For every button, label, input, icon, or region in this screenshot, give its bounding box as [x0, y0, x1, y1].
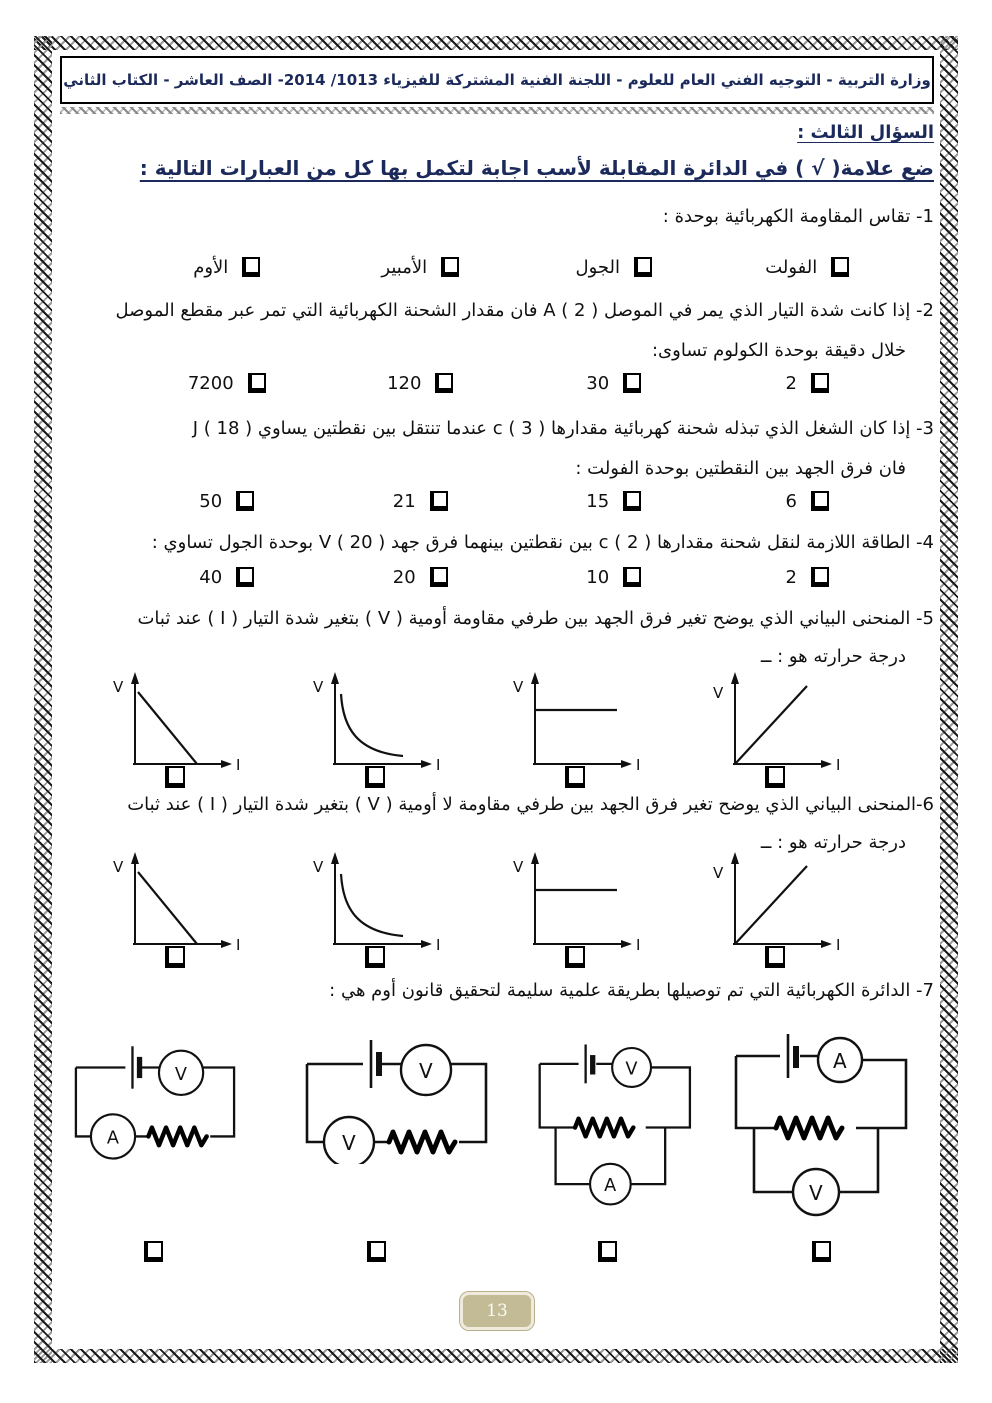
meter-label: V — [174, 1064, 187, 1085]
option-checkbox[interactable] — [236, 567, 254, 587]
i-axis-label: I — [836, 756, 841, 774]
answer-option — [711, 257, 905, 278]
answer-option — [324, 257, 518, 278]
answer-option — [711, 373, 905, 394]
option-label: 15 — [586, 490, 610, 512]
graph-option-horizontal-line — [505, 850, 645, 972]
graph-checkbox[interactable] — [165, 766, 185, 788]
option-label: 10 — [586, 566, 610, 588]
option-label: 6 — [785, 490, 797, 512]
answer-option — [130, 491, 324, 512]
vi-graph-rising-line — [705, 850, 845, 958]
i-axis-label: I — [436, 756, 441, 774]
answer-option — [517, 373, 711, 394]
option-checkbox[interactable] — [248, 373, 266, 393]
v-axis-label: V — [313, 858, 324, 876]
i-axis-label: I — [436, 936, 441, 954]
circuit-checkbox[interactable] — [812, 1241, 831, 1262]
exam-header — [60, 56, 934, 104]
meter-label: V — [808, 1181, 823, 1205]
circuit-diagram — [716, 1024, 931, 1224]
section-instruction: ضع علامة( √ ) في الدائرة المقابلة لأسب اجابة لتكمل بها كل من العبارات التالية : — [139, 156, 934, 180]
answer-option — [711, 491, 905, 512]
answer-option — [711, 567, 905, 588]
option-label: 2 — [785, 372, 797, 394]
page-number-badge — [460, 1292, 534, 1330]
i-axis-label: I — [836, 936, 841, 954]
question-7-circuit-options — [60, 1024, 934, 1224]
header-divider-strip — [60, 107, 934, 114]
circuit-option-checkboxes — [60, 1240, 934, 1262]
option-checkbox[interactable] — [242, 257, 260, 277]
graph-checkbox[interactable] — [365, 946, 385, 968]
graph-checkbox[interactable] — [565, 766, 585, 788]
option-checkbox[interactable] — [430, 491, 448, 511]
answer-option — [130, 567, 324, 588]
option-checkbox[interactable] — [430, 567, 448, 587]
vi-graph-horizontal-line — [505, 850, 645, 958]
meter-label: A — [832, 1049, 847, 1073]
question-2-text: 2- إذا كانت شدة التيار الذي يمر في الموصل A ( 2 ) فان مقدار الشحنة الكهربائية التي تمر عبر مقطع الموصل — [115, 300, 934, 321]
meter-label: A — [106, 1128, 119, 1149]
v-axis-label: V — [713, 684, 724, 702]
vi-graph-decaying-curve — [305, 850, 445, 958]
question-3-options — [60, 488, 934, 514]
page-number: 13 — [486, 1301, 508, 1321]
answer-option — [517, 567, 711, 588]
option-label: الأوم — [193, 256, 229, 278]
option-checkbox[interactable] — [623, 567, 641, 587]
circuit-option-v-series-a-parallel — [522, 1024, 712, 1224]
meter-label: A — [604, 1176, 617, 1197]
v-axis-label: V — [113, 678, 124, 696]
question-5-graph-options — [105, 670, 934, 792]
graph-option-horizontal-line — [505, 670, 645, 792]
option-label: 30 — [586, 372, 610, 394]
vi-graph-decaying-curve — [305, 670, 445, 778]
graph-option-decaying-curve — [305, 850, 445, 972]
circuit-diagram — [289, 1024, 504, 1164]
v-axis-label: V — [513, 678, 524, 696]
meter-label: V — [341, 1131, 356, 1155]
answer-option — [324, 491, 518, 512]
circuit-option-a-series-v-parallel — [712, 1024, 934, 1224]
question-3-text-continued: فان فرق الجهد بين النقطتين بوحدة الفولت : — [575, 458, 906, 479]
option-checkbox[interactable] — [623, 491, 641, 511]
v-axis-label: V — [113, 858, 124, 876]
i-axis-label: I — [236, 936, 241, 954]
answer-option — [517, 257, 711, 278]
question-6-graph-options — [105, 850, 934, 972]
graph-checkbox[interactable] — [365, 766, 385, 788]
circuit-option-series-v-a — [60, 1024, 250, 1164]
option-label: 7200 — [187, 372, 234, 394]
i-axis-label: I — [236, 756, 241, 774]
zigzag-border-left — [34, 36, 52, 1363]
circuit-checkbox[interactable] — [144, 1241, 163, 1262]
question-6-text: 6-المنحنى البياني الذي يوضح تغير فرق الجهد بين طرفي مقاومة لا أومية ( V ) بتغير شدة التيار ( I ) عند ثبات — [127, 794, 934, 815]
graph-checkbox[interactable] — [565, 946, 585, 968]
answer-option — [130, 373, 324, 394]
option-label: 40 — [199, 566, 223, 588]
option-label: الفولت — [765, 256, 818, 278]
question-7-text: 7- الدائرة الكهربائية التي تم توصيلها بطريقة علمية سليمة لتحقيق قانون أوم هي : — [329, 980, 934, 1001]
graph-option-declining-line — [105, 670, 245, 792]
question-5-text: 5- المنحنى البياني الذي يوضح تغير فرق الجهد بين طرفي مقاومة أومية ( V ) بتغير شدة التيار ( I ) عند ثبات — [137, 608, 934, 629]
option-label: 20 — [392, 566, 416, 588]
zigzag-border-right — [940, 36, 958, 1363]
v-axis-label: V — [713, 864, 724, 882]
option-checkbox[interactable] — [236, 491, 254, 511]
question-1-options — [60, 254, 934, 280]
graph-option-declining-line — [105, 850, 245, 972]
v-axis-label: V — [313, 678, 324, 696]
circuit-diagram — [60, 1024, 250, 1164]
vi-graph-declining-line — [105, 850, 245, 958]
option-label: الجول — [575, 256, 620, 278]
vi-graph-horizontal-line — [505, 670, 645, 778]
question-6-text-continued: درجة حرارته هو : ــ — [760, 832, 906, 853]
answer-option — [130, 257, 324, 278]
question-1-text: 1- تقاس المقاومة الكهربائية بوحدة : — [662, 206, 934, 227]
graph-option-rising-line — [705, 670, 845, 792]
option-checkbox[interactable] — [831, 257, 849, 277]
circuit-checkbox[interactable] — [598, 1241, 617, 1262]
graph-option-decaying-curve — [305, 670, 445, 792]
question-5-text-continued: درجة حرارته هو : ــ — [760, 646, 906, 667]
option-label: 120 — [387, 372, 422, 394]
circuit-option-series-v-v — [285, 1024, 507, 1164]
exam-header-text: وزارة التربية - التوجيه الفني العام للعلوم - اللجنة الفنية المشتركة للفيزياء 1013/ 2014- الصف العاشر - الكتاب الثاني — [63, 71, 931, 89]
zigzag-border-bottom — [34, 1349, 958, 1363]
option-label: 50 — [199, 490, 223, 512]
question-2-text-continued: خلال دقيقة بوحدة الكولوم تساوى: — [651, 340, 906, 361]
option-checkbox[interactable] — [811, 567, 829, 587]
circuit-checkbox[interactable] — [367, 1241, 386, 1262]
option-checkbox[interactable] — [435, 373, 453, 393]
zigzag-border-top — [34, 36, 958, 50]
question-3-text: 3- إذا كان الشغل الذي تبذله شحنة كهربائية مقدارها c ( 3 ) عندما تنتقل بين نقطتين يساوي J ( 18 ) — [192, 418, 934, 439]
graph-checkbox[interactable] — [165, 946, 185, 968]
circuit-diagram — [522, 1024, 712, 1224]
answer-option — [324, 567, 518, 588]
option-checkbox[interactable] — [623, 373, 641, 393]
section-title: السؤال الثالث : — [797, 122, 934, 143]
option-checkbox[interactable] — [441, 257, 459, 277]
question-2-options — [60, 370, 934, 396]
v-axis-label: V — [513, 858, 524, 876]
graph-option-rising-line — [705, 850, 845, 972]
answer-option — [517, 491, 711, 512]
graph-checkbox[interactable] — [765, 946, 785, 968]
meter-label: V — [418, 1059, 433, 1083]
meter-label: V — [625, 1059, 638, 1080]
option-checkbox[interactable] — [634, 257, 652, 277]
vi-graph-declining-line — [105, 670, 245, 778]
i-axis-label: I — [636, 756, 641, 774]
answer-option — [324, 373, 518, 394]
question-4-options — [60, 564, 934, 590]
option-label: 2 — [785, 566, 797, 588]
option-checkbox[interactable] — [811, 373, 829, 393]
graph-checkbox[interactable] — [765, 766, 785, 788]
option-label: 21 — [392, 490, 416, 512]
vi-graph-rising-line — [705, 670, 845, 778]
option-label: الأمبير — [381, 256, 428, 278]
option-checkbox[interactable] — [811, 491, 829, 511]
i-axis-label: I — [636, 936, 641, 954]
question-4-text: 4- الطاقة اللازمة لنقل شحنة مقدارها c ( 2 ) بين نقطتين بينهما فرق جهد V ( 20 ) بوحدة الجول تساوي : — [151, 532, 934, 553]
